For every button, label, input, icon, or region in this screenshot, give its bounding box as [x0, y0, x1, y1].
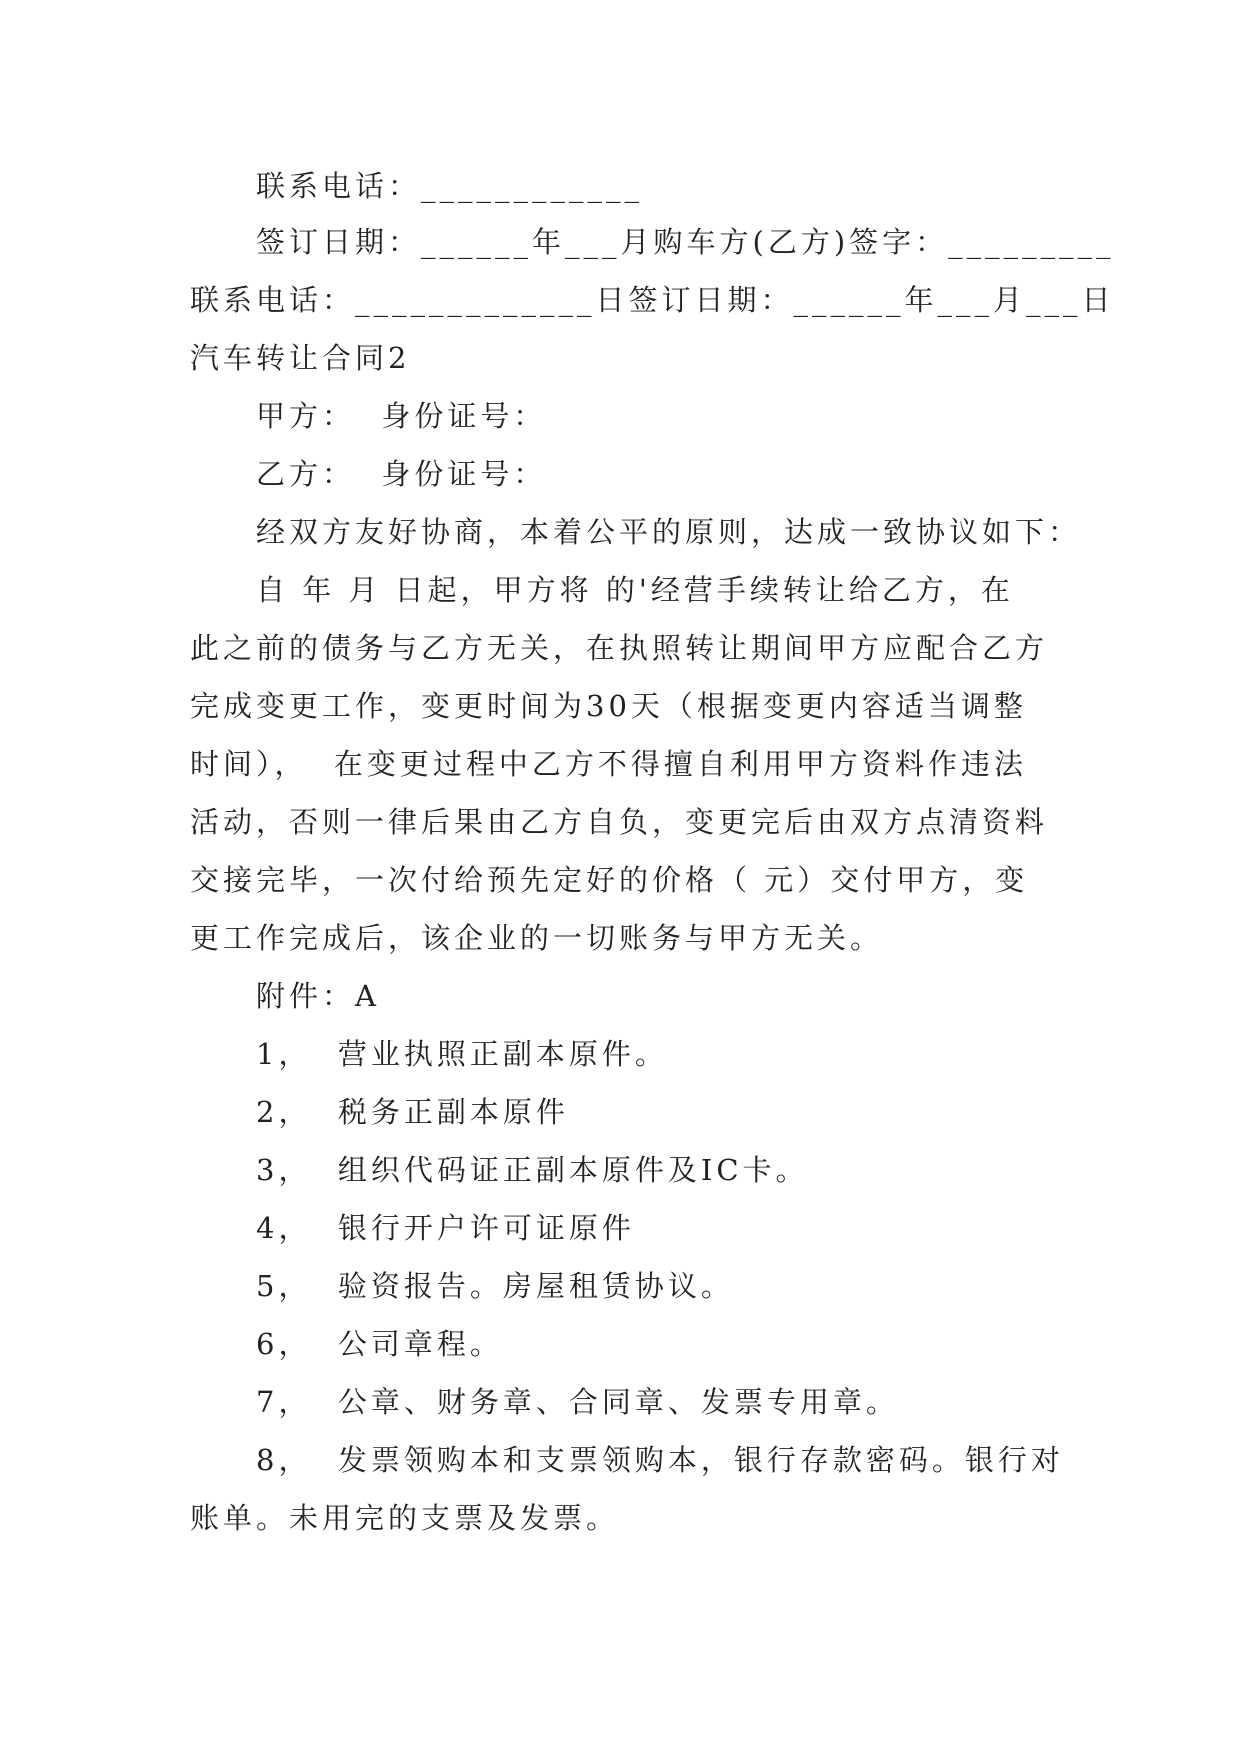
- attachment-item: 3， 组织代码证正副本原件及IC卡。: [256, 1153, 809, 1187]
- attachment-item: 5， 验资报告。房屋租赁协议。: [256, 1269, 734, 1303]
- party-b-line: 乙方： 身份证号：: [256, 457, 547, 491]
- paragraph-line: 完成变更工作，变更时间为30天（根据变更内容适当调整: [190, 689, 1027, 723]
- contact-phone-line: 联系电话：____________: [256, 169, 644, 203]
- paragraph-line: 此之前的债务与乙方无关，在执照转让期间甲方应配合乙方: [190, 631, 1049, 665]
- attachment-item-continuation: 账单。未用完的支票及发票。: [190, 1501, 620, 1535]
- attachment-item: 7， 公章、财务章、合同章、发票专用章。: [256, 1385, 899, 1419]
- attachment-item: 2， 税务正副本原件: [256, 1095, 569, 1129]
- paragraph-line: 交接完毕，一次付给预先定好的价格（ 元）交付甲方，变: [190, 863, 1029, 897]
- attachment-item: 1， 营业执照正副本原件。: [256, 1037, 668, 1071]
- paragraph-line: 自 年 月 日起，甲方将 的'经营手续转让给乙方，在: [256, 573, 1014, 607]
- paragraph-line: 更工作完成后，该企业的一切账务与甲方无关。: [190, 921, 884, 955]
- attachment-item: 4， 银行开户许可证原件: [256, 1211, 635, 1245]
- contact-phone-date-line: 联系电话：_____________日签订日期：______年___月___日: [190, 283, 1115, 317]
- contract-title: 汽车转让合同2: [190, 341, 411, 375]
- attachment-heading: 附件：A: [256, 979, 380, 1013]
- paragraph-line: 时间）， 在变更过程中乙方不得擅自利用甲方资料作违法: [190, 747, 1027, 781]
- attachment-item: 6， 公司章程。: [256, 1327, 503, 1361]
- paragraph-line: 活动，否则一律后果由乙方自负，变更完后由双方点清资料: [190, 805, 1049, 839]
- agreement-intro: 经双方友好协商，本着公平的原则，达成一致协议如下：: [256, 515, 1082, 549]
- party-a-line: 甲方： 身份证号：: [256, 399, 547, 433]
- attachment-item: 8， 发票领购本和支票领购本，银行存款密码。银行对: [256, 1443, 1064, 1477]
- signing-date-buyer-signature-line: 签订日期：______年___月购车方(乙方)签字：_________: [256, 225, 1115, 259]
